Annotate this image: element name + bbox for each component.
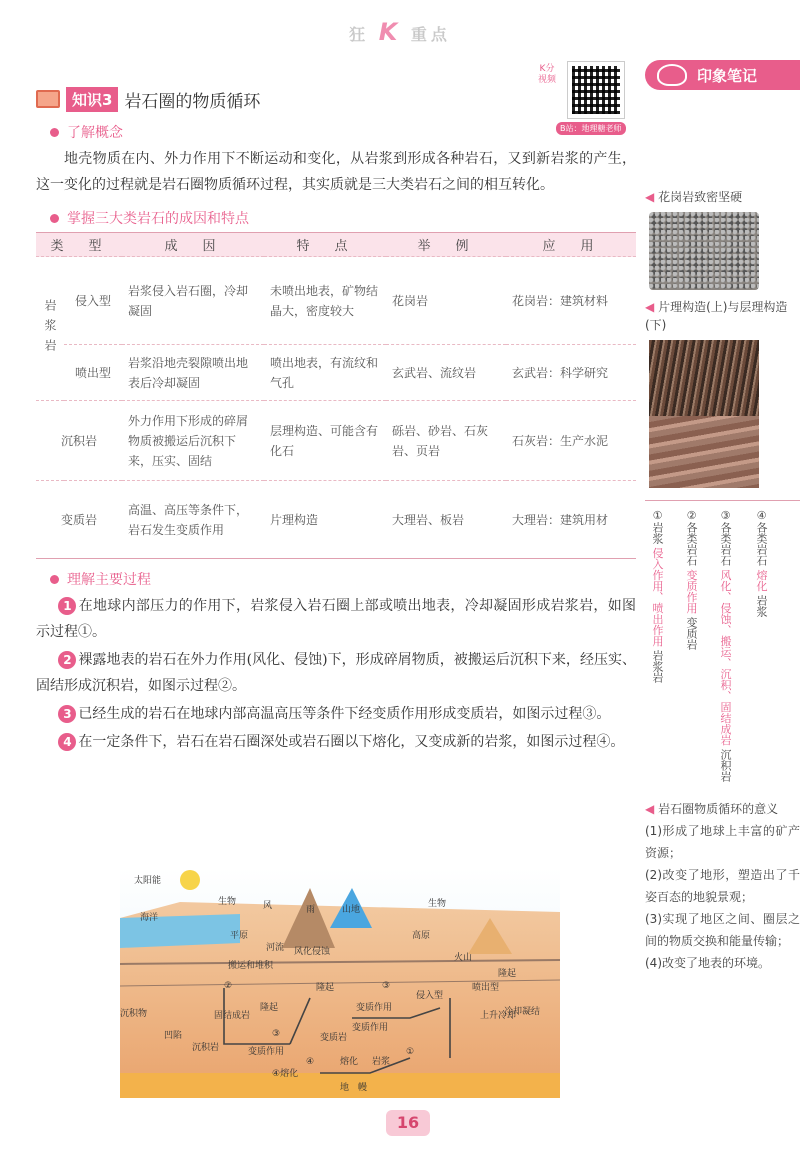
- label-melt: 熔化: [340, 1057, 359, 1067]
- process-text: 裸露地表的岩石在外力作用(风化、侵蚀)下，形成碎屑物质，被搬运后沉积下来，经压实、固结形成沉积岩，如图示过程②。: [36, 652, 636, 694]
- label-magma: 岩浆: [372, 1057, 391, 1067]
- side-notes: [645, 60, 800, 974]
- table-cell: 花岗岩：建筑材料: [506, 257, 636, 345]
- label-uplift: 隆起: [316, 983, 335, 993]
- rock-cycle-diagram: [120, 868, 560, 1098]
- section-title: 掌握三大类岩石的成因和特点: [67, 211, 249, 227]
- column-header: 特 点: [264, 233, 386, 257]
- label-river: 河流: [266, 943, 285, 953]
- label-plain: 平原: [230, 931, 249, 941]
- label-metam: 变质作用: [352, 1023, 389, 1033]
- process-list: [36, 593, 636, 755]
- label-sedrock: 沉积岩: [192, 1043, 220, 1053]
- elephant-icon: [657, 64, 687, 86]
- meaning-item: (1)形成了地球上丰富的矿产资源；: [645, 824, 800, 860]
- caption-structures: [645, 298, 800, 334]
- table-cell: 玄武岩：科学研究: [506, 345, 636, 401]
- label-intrusive: 侵入型: [416, 991, 444, 1001]
- label-extrusive: 喷出型: [472, 983, 500, 993]
- cycle-column: [753, 509, 767, 617]
- number-badge: 2: [58, 651, 76, 669]
- video-caption: B站：地理糖老师: [556, 122, 626, 135]
- table-cell: 玄武岩、流纹岩: [386, 345, 506, 401]
- label-cooling: 冷却凝结: [504, 1007, 541, 1017]
- type-group-label: 岩浆岩: [36, 257, 64, 401]
- number-badge: 4: [58, 733, 76, 751]
- header-k-logo: K: [378, 18, 402, 46]
- table-cell: 沉积岩: [36, 401, 122, 481]
- page-header: [0, 18, 800, 46]
- cycle-end: 变质岩: [685, 617, 698, 650]
- cycle-column: [717, 509, 731, 782]
- side-title: 印象笔记: [697, 66, 758, 85]
- bullet-icon: [50, 214, 59, 223]
- video-label: K分视频: [538, 64, 557, 85]
- label-bio: 生物: [218, 897, 237, 907]
- triangle-icon: ◀: [645, 300, 655, 314]
- label-n1: ①: [406, 1047, 415, 1057]
- cycle-num: ③: [719, 509, 732, 522]
- table-cell: 岩浆沿地壳裂隙喷出地表后冷却凝固: [122, 345, 264, 401]
- cycle-column: [683, 509, 697, 650]
- label-mantle: 地 幔: [340, 1083, 368, 1093]
- label-rain: 雨: [306, 905, 316, 915]
- process-text: 在地球内部压力的作用下，岩浆侵入岩石圈上部或喷出地表，冷却凝固形成岩浆岩，如图示过程①。: [36, 598, 636, 640]
- column-header: 举 例: [386, 233, 506, 257]
- table-row: [36, 345, 636, 401]
- table-cell: 变质岩: [36, 481, 122, 559]
- table-cell: 未喷出地表，矿物结晶大，密度较大: [264, 257, 386, 345]
- label-sun: 太阳能: [134, 876, 162, 886]
- number-badge: 1: [58, 597, 76, 615]
- section-master: [50, 208, 636, 228]
- knowledge-heading: 岩石圈的物质循环: [124, 91, 261, 112]
- label-rise: 上升冷却: [480, 1011, 517, 1021]
- main-column: [36, 86, 636, 755]
- column-header: 应 用: [506, 233, 636, 257]
- meaning-item: (3)实现了地区之间、圈层之间的物质交换和能量传输；: [645, 912, 800, 948]
- meaning-block: [645, 798, 800, 974]
- label-mountain: 山地: [342, 905, 361, 915]
- meaning-heading: 岩石圈物质循环的意义: [658, 802, 779, 816]
- page-number: 16: [386, 1110, 430, 1136]
- triangle-icon: ◀: [645, 190, 655, 204]
- label-n4: ④: [306, 1057, 315, 1067]
- label-metarock: 变质岩: [320, 1033, 348, 1043]
- label-metam: 变质作用: [248, 1047, 285, 1057]
- concept-paragraph: 地壳物质在内、外力作用下不断运动和变化，从岩浆到形成各种岩石，又到新岩浆的产生，这一变化的过程就是岩石圈物质循环过程，其实质就是三大类岩石之间的相互转化。: [36, 151, 636, 193]
- cycle-label: 各类岩石: [685, 522, 698, 566]
- process-text: 已经生成的岩石在地球内部高温高压等条件下经变质作用形成变质岩，如图示过程③。: [78, 706, 611, 722]
- label-uplift: 隆起: [260, 1003, 279, 1013]
- label-transport: 搬运和堆积: [228, 961, 274, 971]
- bullet-icon: [50, 128, 59, 137]
- table-cell: 喷出地表，有流纹和气孔: [264, 345, 386, 401]
- caption-granite: [645, 188, 800, 206]
- bullet-icon: [50, 575, 59, 584]
- label-plateau: 高原: [412, 931, 431, 941]
- table-cell: 石灰岩：生产水泥: [506, 401, 636, 481]
- process-item: [36, 701, 636, 727]
- table-row: [36, 257, 636, 345]
- process-text: 在一定条件下，岩石在岩石圈深处或岩石圈以下熔化，又变成新的岩浆，如图示过程④。: [78, 734, 625, 750]
- cycle-end: 岩浆岩: [651, 650, 664, 683]
- cycle-label: 岩浆: [651, 522, 664, 544]
- knowledge-badge: 知识3: [66, 87, 118, 112]
- sediment-photo: [649, 416, 759, 488]
- table-cell: 片理构造: [264, 481, 386, 559]
- book-icon: [36, 90, 60, 108]
- label-n3: ③: [382, 981, 391, 991]
- triangle-icon: ◀: [645, 802, 655, 816]
- cycle-end: 岩浆: [755, 595, 768, 617]
- cycle-num: ②: [685, 509, 698, 522]
- section-process: [50, 569, 636, 589]
- process-item: [36, 593, 636, 645]
- side-header: [645, 60, 800, 90]
- cycle-column: [649, 509, 663, 683]
- process-item: [36, 729, 636, 755]
- meaning-item: (2)改变了地形，塑造出了千姿百态的地貌景观；: [645, 868, 800, 904]
- cycle-action: 侵入作用、喷出作用: [651, 547, 664, 647]
- label-weathering: 风化侵蚀: [294, 947, 331, 957]
- table-cell: 大理岩：建筑用材: [506, 481, 636, 559]
- caption-text: 花岗岩致密坚硬: [658, 190, 743, 204]
- label-wind: 风: [263, 901, 273, 911]
- table-cell: 砾岩、砂岩、石灰岩、页岩: [386, 401, 506, 481]
- label-bio: 生物: [428, 899, 447, 909]
- header-left: 狂: [349, 25, 370, 44]
- cycle-end: 沉积岩: [719, 749, 732, 782]
- knowledge-title: [36, 86, 636, 112]
- column-header: 成 因: [122, 233, 264, 257]
- table-header-row: [36, 233, 636, 257]
- rock-table: [36, 232, 636, 559]
- caption-text: 片理构造(上)与层理构造(下): [645, 300, 788, 332]
- schist-photo: [649, 340, 759, 416]
- meaning-title: [645, 798, 800, 820]
- cycle-num: ④: [755, 509, 768, 522]
- cycle-label: 各类岩石: [719, 522, 732, 566]
- section-concept: [50, 122, 636, 142]
- label-n2: ②: [224, 981, 233, 991]
- table-cell: 大理岩、板岩: [386, 481, 506, 559]
- cycle-summary: [645, 500, 800, 790]
- header-right: 重点: [410, 25, 451, 44]
- label-compaction: 固结成岩: [214, 1011, 251, 1021]
- label-depression: 凹陷: [164, 1031, 183, 1041]
- granite-photo: [649, 212, 759, 290]
- table-cell: 侵入型: [64, 257, 122, 345]
- cycle-action: 熔化: [755, 569, 768, 592]
- table-cell: 外力作用下形成的碎屑物质被搬运后沉积下来，压实、固结: [122, 401, 264, 481]
- label-melt4: ④熔化: [272, 1069, 299, 1079]
- section-title: 理解主要过程: [67, 572, 151, 588]
- table-cell: 岩浆侵入岩石圈，冷却凝固: [122, 257, 264, 345]
- label-volcano: 火山: [454, 953, 473, 963]
- meaning-item: (4)改变了地表的环境。: [645, 956, 770, 970]
- table-cell: 喷出型: [64, 345, 122, 401]
- table-cell: 高温、高压等条件下，岩石发生变质作用: [122, 481, 264, 559]
- table-row: [36, 401, 636, 481]
- label-metam: 变质作用: [356, 1003, 393, 1013]
- number-badge: 3: [58, 705, 76, 723]
- section-title: 了解概念: [67, 125, 123, 141]
- cycle-action: 风化、侵蚀、搬运、沉积、固结成岩: [719, 569, 732, 746]
- cycle-action: 变质作用: [685, 569, 698, 614]
- label-uplift: 隆起: [498, 969, 517, 979]
- process-item: [36, 647, 636, 699]
- column-header: 类 型: [36, 233, 122, 257]
- table-row: [36, 481, 636, 559]
- label-sea: 海洋: [140, 913, 159, 923]
- sun-icon: [180, 870, 200, 890]
- cycle-label: 各类岩石: [755, 522, 768, 566]
- cycle-num: ①: [651, 509, 664, 522]
- table-cell: 层理构造、可能含有化石: [264, 401, 386, 481]
- label-n3: ③: [272, 1029, 281, 1039]
- label-sediment: 沉积物: [120, 1009, 148, 1019]
- table-cell: 花岗岩: [386, 257, 506, 345]
